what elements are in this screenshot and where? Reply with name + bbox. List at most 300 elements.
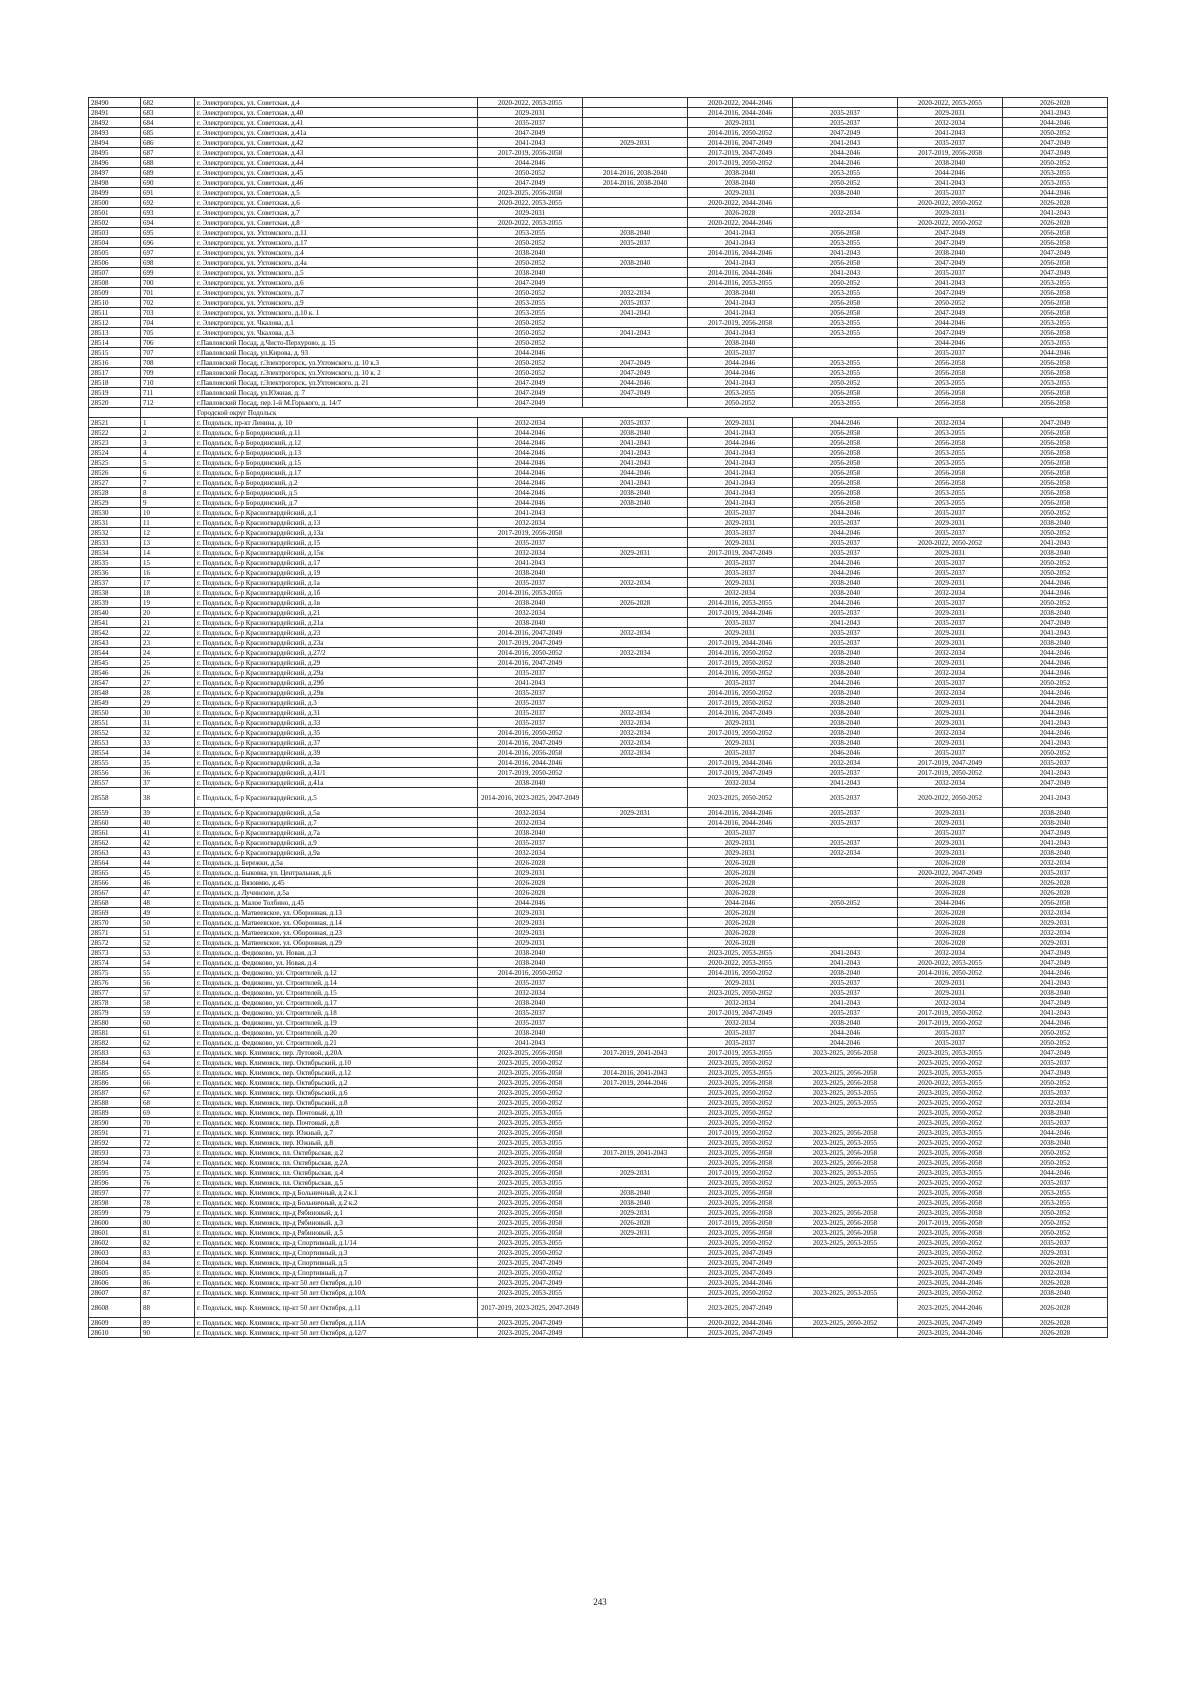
table-row bbox=[89, 348, 1108, 358]
period-5-cell: 2029-2031 bbox=[898, 738, 1003, 748]
row-number-cell: 688 bbox=[140, 158, 194, 168]
period-4-cell: 2041-2043 bbox=[793, 268, 898, 278]
table-row bbox=[89, 698, 1108, 708]
period-2-cell bbox=[583, 818, 688, 828]
period-2-cell bbox=[583, 1298, 688, 1318]
row-number-cell: 1 bbox=[140, 418, 194, 428]
section-spacer bbox=[140, 408, 194, 418]
row-number-cell: 34 bbox=[140, 748, 194, 758]
row-id-cell: 28595 bbox=[89, 1168, 141, 1178]
period-4-cell: 2023-2025, 2053-2055 bbox=[793, 1098, 898, 1108]
period-6-cell: 2029-2031 bbox=[1002, 1248, 1107, 1258]
table-row bbox=[89, 1238, 1108, 1248]
period-4-cell bbox=[793, 1058, 898, 1068]
period-6-cell: 2044-2046 bbox=[1002, 698, 1107, 708]
table-row bbox=[89, 1038, 1108, 1048]
address-cell: г. Подольск, д. Малое Толбино, д.45 bbox=[195, 898, 478, 908]
period-2-cell bbox=[583, 568, 688, 578]
period-1-cell: 2038-2040 bbox=[478, 828, 583, 838]
period-6-cell: 2047-2049 bbox=[1002, 778, 1107, 788]
period-5-cell: 2014-2016, 2050-2052 bbox=[898, 968, 1003, 978]
row-id-cell: 28580 bbox=[89, 1018, 141, 1028]
period-1-cell: 2029-2031 bbox=[478, 908, 583, 918]
period-6-cell: 2050-2052 bbox=[1002, 1158, 1107, 1168]
period-5-cell: 2029-2031 bbox=[898, 658, 1003, 668]
period-4-cell: 2023-2025, 2056-2058 bbox=[793, 1128, 898, 1138]
period-5-cell: 2026-2028 bbox=[898, 888, 1003, 898]
period-2-cell bbox=[583, 398, 688, 408]
period-1-cell: 2044-2046 bbox=[478, 898, 583, 908]
address-cell: г. Подольск, д. Вязовмю, д.45 bbox=[195, 878, 478, 888]
address-cell: г. Подольск, пр-кт Ленина, д. 10 bbox=[195, 418, 478, 428]
period-4-cell: 2035-2037 bbox=[793, 108, 898, 118]
period-6-cell: 2047-2049 bbox=[1002, 418, 1107, 428]
period-1-cell: 2014-2016, 2050-2052 bbox=[478, 648, 583, 658]
row-number-cell: 696 bbox=[140, 238, 194, 248]
row-id-cell: 28592 bbox=[89, 1138, 141, 1148]
table-row bbox=[89, 528, 1108, 538]
period-6-cell: 2038-2040 bbox=[1002, 818, 1107, 828]
period-5-cell: 2020-2022, 2050-2052 bbox=[898, 218, 1003, 228]
row-id-cell: 28527 bbox=[89, 478, 141, 488]
period-2-cell bbox=[583, 1278, 688, 1288]
row-number-cell: 18 bbox=[140, 588, 194, 598]
address-cell: г. Подольск, б-р Красногвардейский, д.1а bbox=[195, 578, 478, 588]
period-5-cell: 2056-2058 bbox=[898, 368, 1003, 378]
table-row bbox=[89, 868, 1108, 878]
address-cell: г. Подольск, мкр. Климовск, пр-д Спортивный, д.1/14 bbox=[195, 1238, 478, 1248]
period-6-cell: 2056-2058 bbox=[1002, 488, 1107, 498]
address-cell: г. Подольск, д. Быковка, ул. Центральная, д.6 bbox=[195, 868, 478, 878]
period-5-cell: 2020-2022, 2053-2055 bbox=[898, 1078, 1003, 1088]
period-1-cell: 2023-2025, 2053-2055 bbox=[478, 1288, 583, 1298]
period-4-cell: 2038-2040 bbox=[793, 648, 898, 658]
address-cell: г. Подольск, б-р Красногвардейский, д.41а bbox=[195, 778, 478, 788]
period-3-cell: 2029-2031 bbox=[688, 518, 793, 528]
row-number-cell: 82 bbox=[140, 1238, 194, 1248]
period-1-cell: 2041-2043 bbox=[478, 558, 583, 568]
period-1-cell: 2029-2031 bbox=[478, 928, 583, 938]
table-row bbox=[89, 1218, 1108, 1228]
row-id-cell: 28507 bbox=[89, 268, 141, 278]
period-2-cell bbox=[583, 518, 688, 528]
period-5-cell: 2023-2025, 2056-2058 bbox=[898, 1148, 1003, 1158]
period-5-cell: 2023-2025, 2050-2052 bbox=[898, 1248, 1003, 1258]
period-3-cell: 2041-2043 bbox=[688, 228, 793, 238]
period-6-cell: 2050-2052 bbox=[1002, 1208, 1107, 1218]
address-cell: г. Подольск, б-р Бородинский, д.12 bbox=[195, 438, 478, 448]
table-row bbox=[89, 1118, 1108, 1128]
row-id-cell: 28517 bbox=[89, 368, 141, 378]
row-number-cell: 72 bbox=[140, 1138, 194, 1148]
period-6-cell: 2035-2037 bbox=[1002, 758, 1107, 768]
period-1-cell: 2035-2037 bbox=[478, 1008, 583, 1018]
period-1-cell: 2047-2049 bbox=[478, 398, 583, 408]
period-4-cell: 2056-2058 bbox=[793, 298, 898, 308]
table-row bbox=[89, 1288, 1108, 1298]
period-3-cell: 2023-2025, 2050-2052 bbox=[688, 1098, 793, 1108]
period-3-cell: 2020-2022, 2044-2046 bbox=[688, 218, 793, 228]
row-number-cell: 55 bbox=[140, 968, 194, 978]
period-2-cell bbox=[583, 858, 688, 868]
period-5-cell: 2029-2031 bbox=[898, 718, 1003, 728]
period-6-cell: 2044-2046 bbox=[1002, 118, 1107, 128]
period-4-cell: 2044-2046 bbox=[793, 158, 898, 168]
table-row bbox=[89, 368, 1108, 378]
table-row bbox=[89, 598, 1108, 608]
address-cell: г. Электрогорск, ул. Советская, д.46 bbox=[195, 178, 478, 188]
page-number: 243 bbox=[593, 1597, 607, 1607]
period-1-cell: 2017-2019, 2050-2052 bbox=[478, 768, 583, 778]
period-6-cell: 2056-2058 bbox=[1002, 898, 1107, 908]
table-row bbox=[89, 418, 1108, 428]
period-1-cell: 2023-2025, 2056-2058 bbox=[478, 1188, 583, 1198]
row-number-cell: 17 bbox=[140, 578, 194, 588]
address-cell: г. Подольск, мкр. Климовск, пер. Почтовый, д.10 bbox=[195, 1108, 478, 1118]
table-row bbox=[89, 118, 1108, 128]
period-4-cell bbox=[793, 858, 898, 868]
period-5-cell: 2035-2037 bbox=[898, 508, 1003, 518]
row-id-cell: 28597 bbox=[89, 1188, 141, 1198]
address-cell: г. Подольск, б-р Красногвардейский, д.7 bbox=[195, 818, 478, 828]
table-row bbox=[89, 888, 1108, 898]
period-3-cell: 2026-2028 bbox=[688, 918, 793, 928]
address-cell: г. Подольск, б-р Красногвардейский, д.39 bbox=[195, 748, 478, 758]
period-2-cell bbox=[583, 1118, 688, 1128]
period-2-cell bbox=[583, 268, 688, 278]
period-6-cell: 2050-2052 bbox=[1002, 1078, 1107, 1088]
period-6-cell: 2056-2058 bbox=[1002, 428, 1107, 438]
period-5-cell: 2020-2022, 2053-2055 bbox=[898, 958, 1003, 968]
period-5-cell: 2032-2034 bbox=[898, 688, 1003, 698]
address-cell: г. Электрогорск, ул. Советская, д.42 bbox=[195, 138, 478, 148]
period-6-cell: 2044-2046 bbox=[1002, 348, 1107, 358]
period-5-cell: 2032-2034 bbox=[898, 948, 1003, 958]
period-5-cell: 2026-2028 bbox=[898, 908, 1003, 918]
row-number-cell: 81 bbox=[140, 1228, 194, 1238]
table-row bbox=[89, 1108, 1108, 1118]
period-3-cell: 2017-2019, 2044-2046 bbox=[688, 638, 793, 648]
period-4-cell: 2023-2025, 2053-2055 bbox=[793, 1238, 898, 1248]
period-1-cell: 2023-2025, 2056-2058 bbox=[478, 1228, 583, 1238]
row-number-cell: 60 bbox=[140, 1018, 194, 1028]
period-1-cell: 2023-2025, 2047-2049 bbox=[478, 1278, 583, 1288]
period-5-cell: 2023-2025, 2050-2052 bbox=[898, 1288, 1003, 1298]
period-3-cell: 2035-2037 bbox=[688, 1038, 793, 1048]
address-cell: г. Подольск, мкр. Климовск, пер. Октябрьский, д.8 bbox=[195, 1098, 478, 1108]
period-1-cell: 2014-2016, 2056-2058 bbox=[478, 748, 583, 758]
period-6-cell: 2026-2028 bbox=[1002, 1298, 1107, 1318]
period-6-cell: 2044-2046 bbox=[1002, 658, 1107, 668]
row-id-cell: 28571 bbox=[89, 928, 141, 938]
row-number-cell: 683 bbox=[140, 108, 194, 118]
period-6-cell: 2047-2049 bbox=[1002, 998, 1107, 1008]
row-number-cell: 705 bbox=[140, 328, 194, 338]
period-3-cell: 2023-2025, 2050-2052 bbox=[688, 1118, 793, 1128]
period-6-cell: 2053-2055 bbox=[1002, 168, 1107, 178]
table-row bbox=[89, 588, 1108, 598]
period-4-cell bbox=[793, 348, 898, 358]
row-id-cell: 28514 bbox=[89, 338, 141, 348]
table-row bbox=[89, 238, 1108, 248]
row-number-cell: 68 bbox=[140, 1098, 194, 1108]
row-id-cell: 28585 bbox=[89, 1068, 141, 1078]
period-6-cell: 2053-2055 bbox=[1002, 1188, 1107, 1198]
row-number-cell: 87 bbox=[140, 1288, 194, 1298]
period-4-cell: 2035-2037 bbox=[793, 788, 898, 808]
period-5-cell: 2029-2031 bbox=[898, 578, 1003, 588]
address-cell: г. Подольск, б-р Красногвардейский, д.31 bbox=[195, 708, 478, 718]
period-1-cell: 2023-2025, 2050-2052 bbox=[478, 1088, 583, 1098]
table-row bbox=[89, 188, 1108, 198]
period-6-cell: 2056-2058 bbox=[1002, 288, 1107, 298]
period-4-cell bbox=[793, 938, 898, 948]
row-id-cell: 28581 bbox=[89, 1028, 141, 1038]
address-cell: г. Подольск, б-р Красногвардейский, д.33 bbox=[195, 718, 478, 728]
period-3-cell: 2023-2025, 2053-2055 bbox=[688, 1068, 793, 1078]
address-cell: г. Подольск, мкр. Климовск, пр-кт 50 лет Октября, д.10А bbox=[195, 1288, 478, 1298]
row-number-cell: 38 bbox=[140, 788, 194, 808]
period-5-cell: 2020-2022, 2050-2052 bbox=[898, 198, 1003, 208]
period-1-cell: 2041-2043 bbox=[478, 508, 583, 518]
address-cell: г. Подольск, мкр. Климовск, пер. Октябрьский, д.10 bbox=[195, 1058, 478, 1068]
row-number-cell: 703 bbox=[140, 308, 194, 318]
period-1-cell: 2032-2034 bbox=[478, 418, 583, 428]
table-row bbox=[89, 898, 1108, 908]
period-6-cell: 2056-2058 bbox=[1002, 238, 1107, 248]
period-1-cell: 2023-2025, 2053-2055 bbox=[478, 1108, 583, 1118]
period-1-cell: 2044-2046 bbox=[478, 478, 583, 488]
period-3-cell: 2023-2025, 2044-2046 bbox=[688, 1278, 793, 1288]
period-5-cell: 2035-2037 bbox=[898, 528, 1003, 538]
period-4-cell: 2044-2046 bbox=[793, 558, 898, 568]
address-cell: г.Павловский Посад, д.Чисто-Перхурово, д. 15 bbox=[195, 338, 478, 348]
period-3-cell: 2029-2031 bbox=[688, 738, 793, 748]
row-number-cell: 21 bbox=[140, 618, 194, 628]
table-row bbox=[89, 578, 1108, 588]
period-6-cell: 2032-2034 bbox=[1002, 1268, 1107, 1278]
period-3-cell: 2044-2046 bbox=[688, 368, 793, 378]
period-6-cell: 2026-2028 bbox=[1002, 1258, 1107, 1268]
address-cell: г. Электрогорск, ул. Ухтомского, д.17 bbox=[195, 238, 478, 248]
row-number-cell: 83 bbox=[140, 1248, 194, 1258]
period-6-cell: 2041-2043 bbox=[1002, 788, 1107, 808]
table-row bbox=[89, 618, 1108, 628]
row-id-cell: 28502 bbox=[89, 218, 141, 228]
period-6-cell: 2044-2046 bbox=[1002, 588, 1107, 598]
period-6-cell: 2050-2052 bbox=[1002, 528, 1107, 538]
table-row bbox=[89, 1028, 1108, 1038]
row-id-cell: 28599 bbox=[89, 1208, 141, 1218]
period-3-cell: 2041-2043 bbox=[688, 378, 793, 388]
period-1-cell: 2044-2046 bbox=[478, 348, 583, 358]
row-id-cell: 28490 bbox=[89, 98, 141, 108]
period-4-cell: 2056-2058 bbox=[793, 458, 898, 468]
period-5-cell: 2035-2037 bbox=[898, 678, 1003, 688]
row-number-cell: 61 bbox=[140, 1028, 194, 1038]
period-5-cell: 2023-2025, 2050-2052 bbox=[898, 1088, 1003, 1098]
period-4-cell bbox=[793, 98, 898, 108]
row-id-cell: 28536 bbox=[89, 568, 141, 578]
period-4-cell: 2032-2034 bbox=[793, 208, 898, 218]
period-3-cell: 2023-2025, 2050-2052 bbox=[688, 1088, 793, 1098]
period-2-cell bbox=[583, 938, 688, 948]
period-2-cell bbox=[583, 508, 688, 518]
address-cell: г. Подольск, мкр. Климовск, пр-д Спортивный, д.5 bbox=[195, 1258, 478, 1268]
period-4-cell: 2046-2046 bbox=[793, 748, 898, 758]
period-3-cell: 2029-2031 bbox=[688, 838, 793, 848]
period-1-cell: 2014-2016, 2023-2025, 2047-2049 bbox=[478, 788, 583, 808]
address-cell: г. Электрогорск, ул. Ухтомского, д.4а bbox=[195, 258, 478, 268]
row-id-cell: 28524 bbox=[89, 448, 141, 458]
address-cell: г. Электрогорск, ул. Ухтомского, д.10 к. 1 bbox=[195, 308, 478, 318]
period-6-cell: 2041-2043 bbox=[1002, 628, 1107, 638]
row-number-cell: 76 bbox=[140, 1178, 194, 1188]
period-6-cell: 2035-2037 bbox=[1002, 1058, 1107, 1068]
period-3-cell: 2041-2043 bbox=[688, 468, 793, 478]
row-number-cell: 709 bbox=[140, 368, 194, 378]
period-3-cell: 2023-2025, 2056-2058 bbox=[688, 1158, 793, 1168]
period-2-cell bbox=[583, 1028, 688, 1038]
period-2-cell bbox=[583, 608, 688, 618]
row-number-cell: 707 bbox=[140, 348, 194, 358]
period-2-cell bbox=[583, 658, 688, 668]
table-row bbox=[89, 318, 1108, 328]
period-5-cell: 2023-2025, 2044-2046 bbox=[898, 1328, 1003, 1338]
period-2-cell bbox=[583, 1178, 688, 1188]
period-5-cell: 2032-2034 bbox=[898, 118, 1003, 128]
period-6-cell: 2047-2049 bbox=[1002, 138, 1107, 148]
table-row bbox=[89, 128, 1108, 138]
row-id-cell: 28546 bbox=[89, 668, 141, 678]
row-number-cell: 90 bbox=[140, 1328, 194, 1338]
period-2-cell bbox=[583, 848, 688, 858]
period-2-cell: 2029-2031 bbox=[583, 808, 688, 818]
period-3-cell: 2023-2025, 2056-2058 bbox=[688, 1078, 793, 1088]
period-3-cell: 2023-2025, 2047-2049 bbox=[688, 1268, 793, 1278]
address-cell: г. Подольск, б-р Бородинский, д.5 bbox=[195, 488, 478, 498]
address-cell: г. Подольск, мкр. Климовск, пер. Октябрьский, д.6 bbox=[195, 1088, 478, 1098]
table-row bbox=[89, 498, 1108, 508]
period-2-cell: 2014-2016, 2038-2040 bbox=[583, 178, 688, 188]
period-4-cell: 2044-2046 bbox=[793, 418, 898, 428]
period-6-cell: 2050-2052 bbox=[1002, 1148, 1107, 1158]
period-5-cell: 2029-2031 bbox=[898, 988, 1003, 998]
period-3-cell: 2023-2025, 2053-2055 bbox=[688, 948, 793, 958]
period-1-cell: 2017-2019, 2047-2049 bbox=[478, 638, 583, 648]
period-5-cell: 2023-2025, 2053-2055 bbox=[898, 1128, 1003, 1138]
row-number-cell: 41 bbox=[140, 828, 194, 838]
row-number-cell: 5 bbox=[140, 458, 194, 468]
period-4-cell bbox=[793, 878, 898, 888]
period-4-cell: 2041-2043 bbox=[793, 998, 898, 1008]
period-2-cell: 2041-2043 bbox=[583, 458, 688, 468]
address-cell: г. Подольск, мкр. Климовск, пр-кт 50 лет Октября, д.11А bbox=[195, 1318, 478, 1328]
table-row bbox=[89, 1258, 1108, 1268]
period-6-cell: 2047-2049 bbox=[1002, 948, 1107, 958]
period-2-cell bbox=[583, 978, 688, 988]
address-cell: г. Подольск, б-р Бородинский, д.17 bbox=[195, 468, 478, 478]
period-3-cell: 2044-2046 bbox=[688, 438, 793, 448]
row-id-cell: 28559 bbox=[89, 808, 141, 818]
period-4-cell: 2035-2037 bbox=[793, 988, 898, 998]
period-3-cell: 2017-2019, 2050-2052 bbox=[688, 698, 793, 708]
period-2-cell: 2041-2043 bbox=[583, 308, 688, 318]
period-4-cell bbox=[793, 198, 898, 208]
address-cell: г. Подольск, б-р Красногвардейский, д.5а bbox=[195, 808, 478, 818]
period-6-cell: 2029-2031 bbox=[1002, 918, 1107, 928]
period-5-cell: 2029-2031 bbox=[898, 698, 1003, 708]
row-id-cell: 28570 bbox=[89, 918, 141, 928]
period-2-cell bbox=[583, 1038, 688, 1048]
period-5-cell: 2029-2031 bbox=[898, 518, 1003, 528]
row-id-cell: 28610 bbox=[89, 1328, 141, 1338]
period-3-cell: 2017-2019, 2050-2052 bbox=[688, 1128, 793, 1138]
period-2-cell bbox=[583, 318, 688, 328]
period-3-cell: 2017-2019, 2050-2052 bbox=[688, 158, 793, 168]
row-id-cell: 28523 bbox=[89, 438, 141, 448]
row-number-cell: 697 bbox=[140, 248, 194, 258]
period-1-cell: 2017-2019, 2056-2058 bbox=[478, 148, 583, 158]
period-6-cell: 2053-2055 bbox=[1002, 378, 1107, 388]
period-6-cell: 2047-2049 bbox=[1002, 1068, 1107, 1078]
period-2-cell bbox=[583, 998, 688, 1008]
period-1-cell: 2023-2025, 2053-2055 bbox=[478, 1118, 583, 1128]
row-id-cell: 28504 bbox=[89, 238, 141, 248]
row-id-cell: 28535 bbox=[89, 558, 141, 568]
period-3-cell: 2023-2025, 2050-2052 bbox=[688, 1058, 793, 1068]
row-number-cell: 27 bbox=[140, 678, 194, 688]
period-1-cell: 2023-2025, 2056-2058 bbox=[478, 1078, 583, 1088]
row-number-cell: 701 bbox=[140, 288, 194, 298]
period-6-cell: 2050-2052 bbox=[1002, 508, 1107, 518]
row-id-cell: 28519 bbox=[89, 388, 141, 398]
period-6-cell: 2041-2043 bbox=[1002, 208, 1107, 218]
period-4-cell: 2056-2058 bbox=[793, 478, 898, 488]
period-3-cell: 2041-2043 bbox=[688, 258, 793, 268]
row-number-cell: 80 bbox=[140, 1218, 194, 1228]
table-row bbox=[89, 328, 1108, 338]
period-5-cell: 2023-2025, 2056-2058 bbox=[898, 1198, 1003, 1208]
period-5-cell: 2044-2046 bbox=[898, 168, 1003, 178]
row-id-cell: 28528 bbox=[89, 488, 141, 498]
period-3-cell: 2029-2031 bbox=[688, 538, 793, 548]
period-6-cell: 2050-2052 bbox=[1002, 1228, 1107, 1238]
period-1-cell: 2053-2055 bbox=[478, 298, 583, 308]
period-2-cell bbox=[583, 968, 688, 978]
row-number-cell: 687 bbox=[140, 148, 194, 158]
period-4-cell: 2038-2040 bbox=[793, 718, 898, 728]
period-3-cell: 2014-2016, 2050-2052 bbox=[688, 648, 793, 658]
period-2-cell bbox=[583, 118, 688, 128]
row-number-cell: 28 bbox=[140, 688, 194, 698]
table-row bbox=[89, 1268, 1108, 1278]
period-1-cell: 2050-2052 bbox=[478, 338, 583, 348]
period-3-cell: 2029-2031 bbox=[688, 418, 793, 428]
row-number-cell: 47 bbox=[140, 888, 194, 898]
row-number-cell: 69 bbox=[140, 1108, 194, 1118]
table-row bbox=[89, 1158, 1108, 1168]
period-4-cell bbox=[793, 1328, 898, 1338]
table-row bbox=[89, 1008, 1108, 1018]
period-4-cell: 2044-2046 bbox=[793, 678, 898, 688]
period-2-cell: 2032-2034 bbox=[583, 708, 688, 718]
period-2-cell bbox=[583, 98, 688, 108]
table-row bbox=[89, 568, 1108, 578]
period-1-cell: 2053-2055 bbox=[478, 308, 583, 318]
period-3-cell: 2020-2022, 2044-2046 bbox=[688, 198, 793, 208]
table-row bbox=[89, 708, 1108, 718]
